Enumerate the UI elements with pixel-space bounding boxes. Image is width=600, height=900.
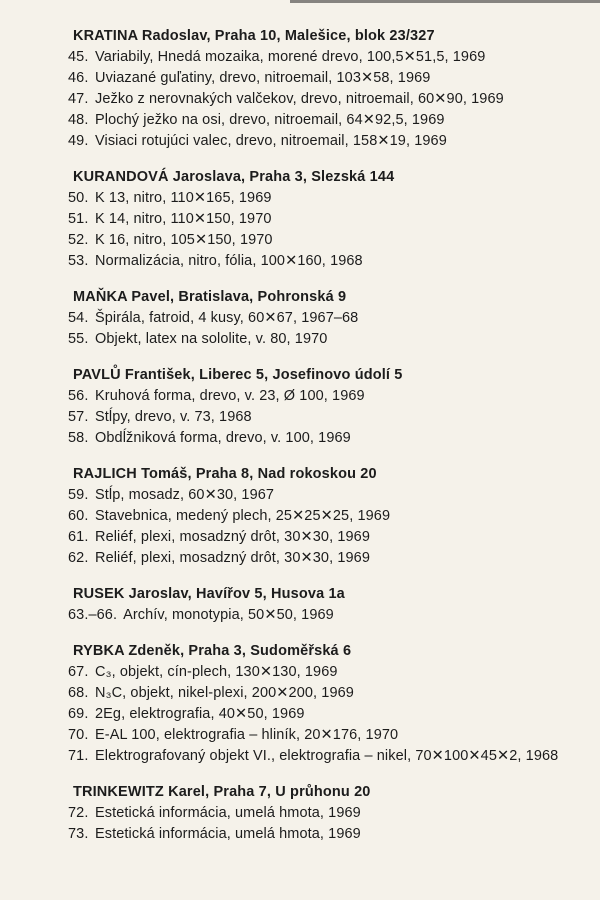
entry-text: 2Eg, elektrografia, 40✕50, 1969 — [95, 706, 305, 722]
entry-number: 70. — [68, 727, 89, 743]
catalog-entry — [68, 230, 572, 251]
entry-number: 45. — [68, 49, 89, 65]
entry-number: 69. — [68, 706, 89, 722]
catalog-entry — [68, 746, 572, 767]
artist-header: RUSEK Jaroslav, Havířov 5, Husova 1a — [73, 586, 345, 602]
entry-number: 71. — [68, 748, 89, 764]
entry-text: Ježko z nerovnakých valčekov, drevo, nitroemail, 60✕90, 1969 — [95, 91, 504, 107]
artist-header: TRINKEWITZ Karel, Praha 7, U průhonu 20 — [73, 784, 371, 800]
catalog-entry — [68, 605, 572, 626]
entry-text: N₃C, objekt, nikel-plexi, 200✕200, 1969 — [95, 685, 354, 701]
entry-number: 62. — [68, 550, 89, 566]
entry-text: Kruhová forma, drevo, v. 23, Ø 100, 1969 — [95, 388, 365, 404]
entry-number: 56. — [68, 388, 89, 404]
entry-text: Uviazané guľatiny, drevo, nitroemail, 103✕58, 1969 — [95, 70, 431, 86]
entry-number: 68. — [68, 685, 89, 701]
artist-header: RAJLICH Tomáš, Praha 8, Nad rokoskou 20 — [73, 466, 377, 482]
catalog-entry — [68, 662, 572, 683]
entry-text: Stĺp, mosadz, 60✕30, 1967 — [95, 487, 275, 503]
catalog-entry — [68, 47, 572, 68]
entry-text: K 16, nitro, 105✕150, 1970 — [95, 232, 273, 248]
entry-text: Archív, monotypia, 50✕50, 1969 — [123, 607, 334, 623]
catalog-entry — [68, 131, 572, 152]
entry-number: 55. — [68, 331, 89, 347]
entry-text: Estetická informácia, umelá hmota, 1969 — [95, 826, 361, 842]
entry-number: 54. — [68, 310, 89, 326]
artist-header: KURANDOVÁ Jaroslava, Praha 3, Slezská 144 — [73, 169, 395, 185]
entry-text: K 14, nitro, 110✕150, 1970 — [95, 211, 272, 227]
artist-header: KRATINA Radoslav, Praha 10, Malešice, blok 23/327 — [73, 28, 435, 44]
catalog-entry — [68, 407, 572, 428]
entry-text: Estetická informácia, umelá hmota, 1969 — [95, 805, 361, 821]
entry-number: 58. — [68, 430, 89, 446]
catalog-entry — [68, 824, 572, 845]
entry-text: Stavebnica, medený plech, 25✕25✕25, 1969 — [95, 508, 391, 524]
entry-number: 51. — [68, 211, 89, 227]
catalog-section — [68, 464, 572, 569]
artist-header: PAVLŮ František, Liberec 5, Josefinovo údolí 5 — [73, 367, 403, 383]
catalog-entry — [68, 308, 572, 329]
scan-edge-artifact — [290, 0, 600, 3]
entry-text: Objekt, latex na sololite, v. 80, 1970 — [95, 331, 328, 347]
catalog-section — [68, 782, 572, 845]
catalog-entry — [68, 428, 572, 449]
entry-text: Plochý ježko na osi, drevo, nitroemail, 64✕92,5, 1969 — [95, 112, 445, 128]
entry-number: 52. — [68, 232, 89, 248]
entry-number: 72. — [68, 805, 89, 821]
entry-number: 46. — [68, 70, 89, 86]
entry-text: E-AL 100, elektrografia – hliník, 20✕176, 1970 — [95, 727, 399, 743]
catalog-entry — [68, 548, 572, 569]
entry-number: 47. — [68, 91, 89, 107]
catalog-section — [68, 641, 572, 767]
catalog-section — [68, 584, 572, 626]
catalog-entry — [68, 527, 572, 548]
entry-text: Obdĺžniková forma, drevo, v. 100, 1969 — [95, 430, 351, 446]
catalog-entry — [68, 704, 572, 725]
catalog-section — [68, 287, 572, 350]
catalog-entry — [68, 329, 572, 350]
entry-text: Variabily, Hnedá mozaika, morené drevo, 100,5✕51,5, 1969 — [95, 49, 486, 65]
artist-header: MAŇKA Pavel, Bratislava, Pohronská 9 — [73, 289, 347, 305]
catalog-entry — [68, 803, 572, 824]
entry-text: Visiaci rotujúci valec, drevo, nitroemail, 158✕19, 1969 — [95, 133, 447, 149]
entry-text: K 13, nitro, 110✕165, 1969 — [95, 190, 272, 206]
catalog-entry — [68, 485, 572, 506]
catalog-entry — [68, 209, 572, 230]
entry-number: 73. — [68, 826, 89, 842]
entry-text: Stĺpy, drevo, v. 73, 1968 — [95, 409, 252, 425]
catalog-entry — [68, 725, 572, 746]
entry-text: Elektrografovaný objekt VI., elektrografia – nikel, 70✕100✕45✕2, 1968 — [95, 748, 559, 764]
catalog-entry — [68, 68, 572, 89]
catalog-entry — [68, 386, 572, 407]
catalog-section — [68, 365, 572, 449]
entry-number: 48. — [68, 112, 89, 128]
catalog-entry — [68, 110, 572, 131]
entry-text: Reliéf, plexi, mosadzný drôt, 30✕30, 1969 — [95, 529, 370, 545]
entry-number: 57. — [68, 409, 89, 425]
entry-number: 61. — [68, 529, 89, 545]
entry-number: 60. — [68, 508, 89, 524]
catalog-section — [68, 167, 572, 272]
entry-number: 59. — [68, 487, 89, 503]
entry-number: 63.–66. — [68, 607, 118, 623]
catalog-entry — [68, 683, 572, 704]
catalog-section — [68, 26, 572, 152]
entry-text: Špirála, fatroid, 4 kusy, 60✕67, 1967–68 — [95, 310, 359, 326]
entry-number: 50. — [68, 190, 89, 206]
entry-text: C₃, objekt, cín-plech, 130✕130, 1969 — [95, 664, 338, 680]
entry-number: 53. — [68, 253, 89, 269]
catalog-entry — [68, 506, 572, 527]
entry-number: 49. — [68, 133, 89, 149]
entry-number: 67. — [68, 664, 89, 680]
entry-text: Normalizácia, nitro, fólia, 100✕160, 1968 — [95, 253, 363, 269]
catalog-entry — [68, 89, 572, 110]
catalog-entry — [68, 251, 572, 272]
catalog-sections — [68, 26, 572, 845]
catalog-entry — [68, 188, 572, 209]
entry-text: Reliéf, plexi, mosadzný drôt, 30✕30, 1969 — [95, 550, 370, 566]
artist-header: RYBKA Zdeněk, Praha 3, Sudoměřská 6 — [73, 643, 352, 659]
